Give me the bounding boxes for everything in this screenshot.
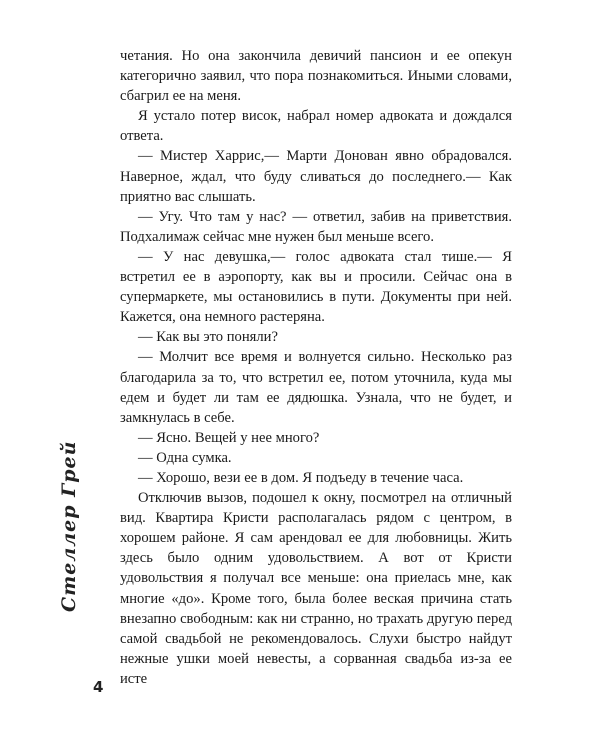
paragraph-3: — Мистер Харрис,— Марти Донован явно обрадовался. Наверное, ждал, что буду сливаться до последнего.— Как приятно вас слышать. <box>120 148 512 205</box>
body-text <box>120 46 512 689</box>
running-head-author: Стеллер Грей <box>58 440 80 612</box>
paragraph-9: — Одна сумка. <box>138 449 232 466</box>
paragraph-2: Я устало потер висок, набрал номер адвоката и дождался ответа. <box>120 108 512 145</box>
paragraph-8: — Ясно. Вещей у нее много? <box>138 429 320 446</box>
paragraph-11: Отключив вызов, подошел к окну, посмотрел на отличный вид. Квартира Кристи располагалась рядом с центром, в хорошем районе. Я сам арендовал ее для любовницы. Жить здесь было одним удовольствием. А вот от Кристи удовольствия я получал все меньше: она приелась мне, как многие «до». Кроме того, была более веская причина стать внезапно свободным: как ни странно, но трахать другую перед самой свадьбой не рекомендовалось. Слухи быстро найдут нежные ушки моей невесты, а сорванная свадьба из-за ее исте <box>120 490 512 687</box>
paragraph-7: — Молчит все время и волнуется сильно. Несколько раз благодарила за то, что встретил ее, потом уточнила, куда мы едем и будет ли там ее дядюшка. Узнала, что не будет, и замкнулась в себе. <box>120 349 512 426</box>
page-number: 4 <box>93 678 104 696</box>
paragraph-6: — Как вы это поняли? <box>138 329 278 346</box>
paragraph-5: — У нас девушка,— голос адвоката стал тише.— Я встретил ее в аэропорту, как вы и просили. Сейчас она в супермаркете, мы остановились в пути. Документы при ней. Кажется, она немного растеряна. <box>120 248 512 326</box>
paragraph-1: четания. Но она закончила девичий пансион и ее опекун категорично заявил, что пора познакомиться. Иными словами, сбагрил ее на меня. <box>120 48 512 105</box>
paragraph-4: — Угу. Что там у нас? — ответил, забив на приветствия. Подхалимаж сейчас мне нужен был меньше всего. <box>120 208 512 245</box>
paragraph-10: — Хорошо, вези ее в дом. Я подъеду в течение часа. <box>138 469 464 486</box>
